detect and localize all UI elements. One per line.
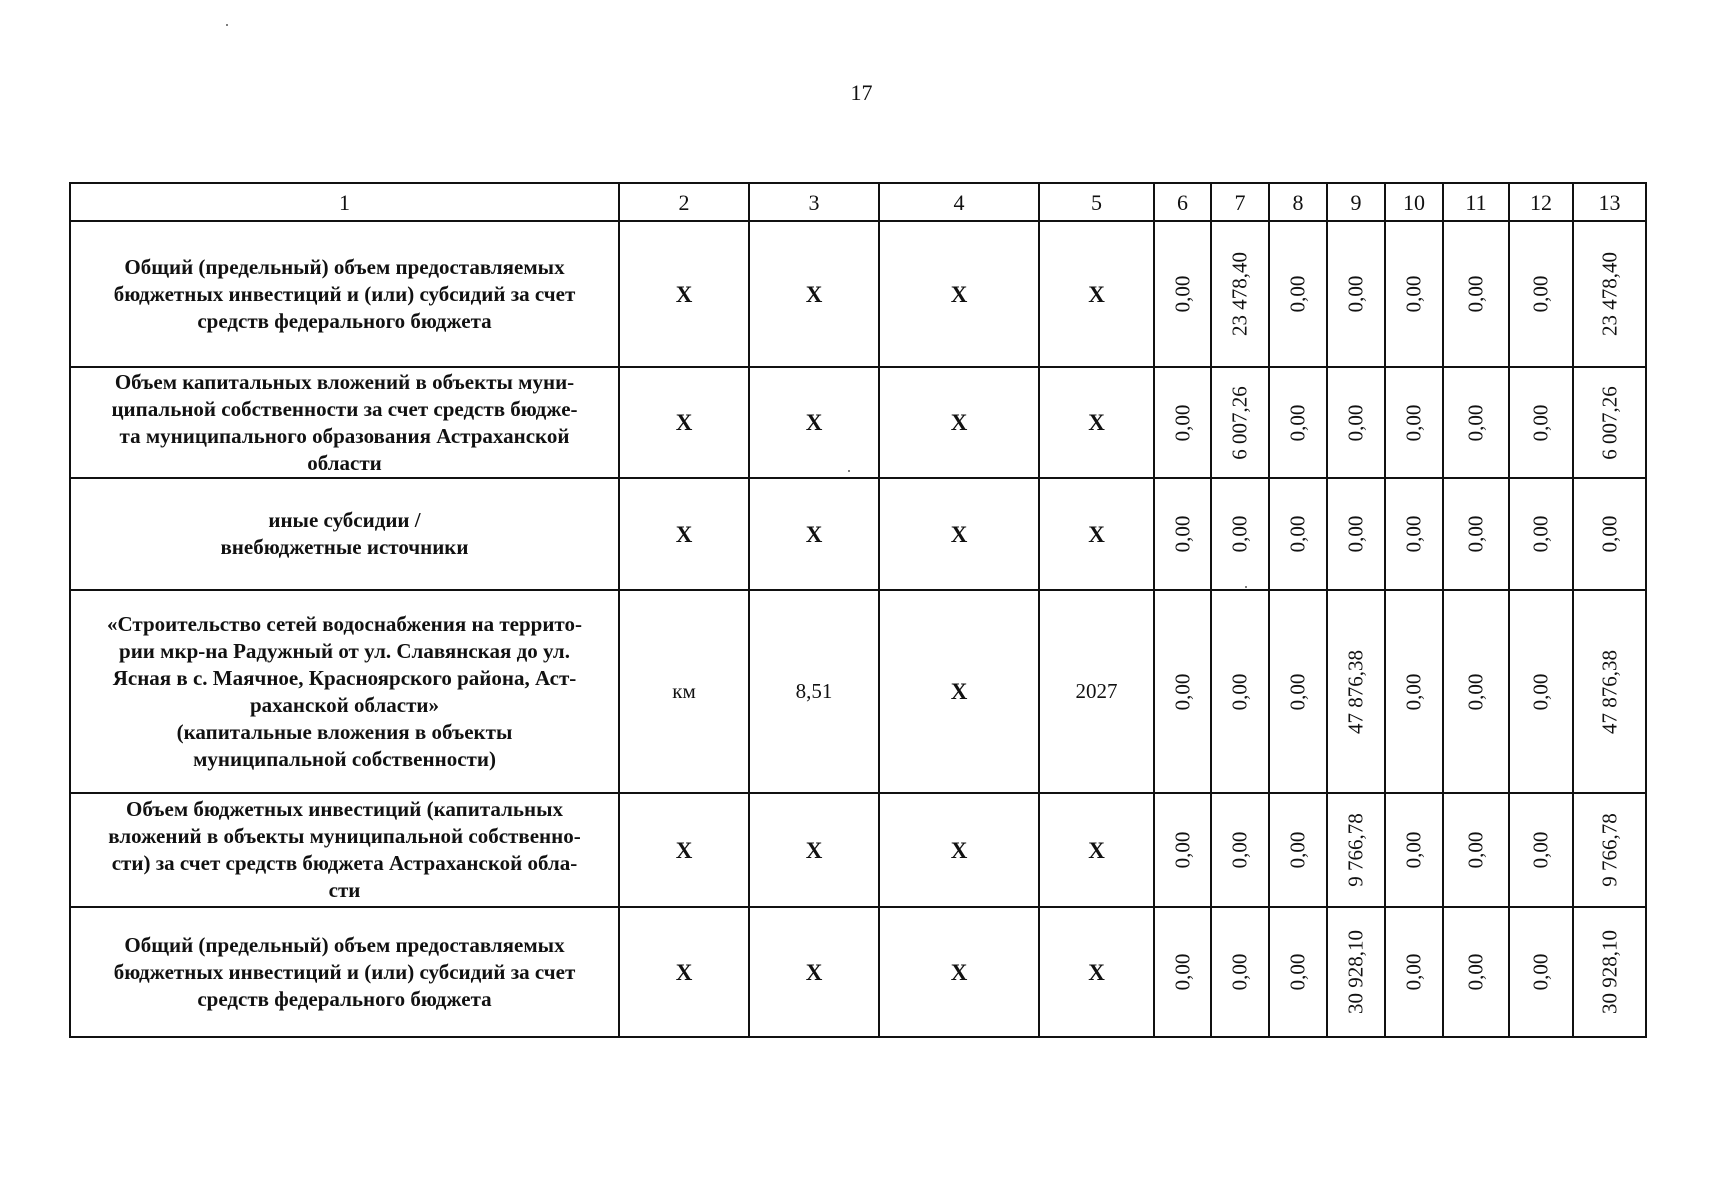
value-cell xyxy=(1327,793,1385,907)
value-cell xyxy=(1211,793,1269,907)
value-cell xyxy=(1385,221,1443,367)
cell-c4: X xyxy=(879,590,1039,793)
cell-c3: X xyxy=(749,367,879,478)
row-description xyxy=(70,221,619,367)
cell-c4: X xyxy=(879,478,1039,590)
row-description xyxy=(70,907,619,1037)
row-description xyxy=(70,478,619,590)
vertical-value: 0,00 xyxy=(1343,275,1368,313)
cell-c3: X xyxy=(749,793,879,907)
description-line: бюджетных инвестиций и (или) субсидий за счет xyxy=(113,281,576,306)
value-cell xyxy=(1509,590,1573,793)
value-cell xyxy=(1443,367,1509,478)
row-description xyxy=(70,793,619,907)
row-description xyxy=(70,590,619,793)
description-line: средств федерального бюджета xyxy=(197,986,492,1011)
cell-c2: X xyxy=(619,478,749,590)
cell-c5: X xyxy=(1039,793,1154,907)
value-cell xyxy=(1573,590,1646,793)
vertical-value: 0,00 xyxy=(1285,673,1310,710)
value-cell xyxy=(1154,907,1211,1037)
value-cell xyxy=(1509,478,1573,590)
vertical-value: 23 478,40 xyxy=(1227,252,1252,336)
vertical-value: 0,00 xyxy=(1285,831,1310,869)
vertical-value: 0,00 xyxy=(1528,515,1553,553)
description-line: рии мкр-на Радужный от ул. Славянская до ул. xyxy=(119,638,570,663)
vertical-value: 0,00 xyxy=(1528,404,1553,441)
description-line: Общий (предельный) объем предоставляемых xyxy=(124,932,565,957)
value-cell xyxy=(1509,221,1573,367)
cell-c4: X xyxy=(879,221,1039,367)
vertical-value: 0,00 xyxy=(1463,831,1488,869)
value-cell xyxy=(1154,478,1211,590)
cell-c4: X xyxy=(879,793,1039,907)
vertical-value: 0,00 xyxy=(1227,953,1252,991)
description-line: Общий (предельный) объем предоставляемых xyxy=(124,254,565,279)
value-cell xyxy=(1509,367,1573,478)
value-cell xyxy=(1211,221,1269,367)
vertical-value: 0,00 xyxy=(1170,673,1194,710)
description-line: вложений в объекты муниципальной собственно- xyxy=(108,824,581,848)
description-line: та муниципального образования Астраханской xyxy=(119,423,570,448)
description-line: муниципальной собственности) xyxy=(193,746,496,771)
vertical-value: 0,00 xyxy=(1170,831,1194,869)
vertical-value: 0,00 xyxy=(1401,404,1426,441)
vertical-value: 9 766,78 xyxy=(1343,813,1368,887)
value-cell xyxy=(1154,367,1211,478)
cell-c4: X xyxy=(879,907,1039,1037)
description-line: ципальной собственности за счет средств бюдже- xyxy=(111,396,578,421)
value-cell xyxy=(1269,367,1327,478)
value-cell xyxy=(1327,907,1385,1037)
value-cell xyxy=(1269,221,1327,367)
column-number-cell: 7 xyxy=(1211,183,1269,221)
column-number-cell: 9 xyxy=(1327,183,1385,221)
vertical-value: 30 928,10 xyxy=(1343,930,1368,1014)
value-cell xyxy=(1154,590,1211,793)
cell-c2: X xyxy=(619,367,749,478)
value-cell xyxy=(1573,907,1646,1037)
value-cell xyxy=(1269,793,1327,907)
description-line: средств федерального бюджета xyxy=(197,308,492,333)
value-cell xyxy=(1443,478,1509,590)
table-row xyxy=(70,221,1646,367)
value-cell xyxy=(1509,793,1573,907)
value-cell xyxy=(1269,907,1327,1037)
cell-c2: X xyxy=(619,793,749,907)
value-cell xyxy=(1327,478,1385,590)
table-body xyxy=(70,183,1646,1037)
vertical-value: 0,00 xyxy=(1528,953,1553,991)
value-cell xyxy=(1573,221,1646,367)
description-line: бюджетных инвестиций и (или) субсидий за счет xyxy=(113,959,576,984)
value-cell xyxy=(1573,478,1646,590)
vertical-value: 9 766,78 xyxy=(1597,813,1621,887)
cell-c2: X xyxy=(619,907,749,1037)
vertical-value: 0,00 xyxy=(1463,673,1488,710)
vertical-value: 30 928,10 xyxy=(1597,930,1621,1014)
description-line: области xyxy=(307,450,382,475)
value-cell xyxy=(1509,907,1573,1037)
vertical-value: 0,00 xyxy=(1463,404,1488,441)
vertical-value: 0,00 xyxy=(1343,404,1368,441)
column-number-cell: 2 xyxy=(619,183,749,221)
value-cell xyxy=(1211,907,1269,1037)
value-cell xyxy=(1385,907,1443,1037)
value-cell xyxy=(1573,367,1646,478)
vertical-value: 0,00 xyxy=(1285,515,1310,553)
cell-c2: км xyxy=(619,590,749,793)
value-cell xyxy=(1327,221,1385,367)
description-line: иные субсидии / xyxy=(268,508,421,532)
scan-speck xyxy=(226,24,228,26)
value-cell xyxy=(1211,478,1269,590)
vertical-value: 0,00 xyxy=(1285,404,1310,441)
description-line: Объем капитальных вложений в объекты муни- xyxy=(114,369,575,394)
value-cell xyxy=(1385,367,1443,478)
vertical-value: 0,00 xyxy=(1401,831,1426,869)
column-number-cell: 6 xyxy=(1154,183,1211,221)
cell-c3: 8,51 xyxy=(749,590,879,793)
value-cell xyxy=(1385,793,1443,907)
vertical-value: 6 007,26 xyxy=(1227,385,1252,460)
description-line: раханской области» xyxy=(250,692,439,717)
vertical-value: 6 007,26 xyxy=(1597,385,1621,460)
column-number-row xyxy=(70,183,1646,221)
value-cell xyxy=(1443,793,1509,907)
cell-c4: X xyxy=(879,367,1039,478)
vertical-value: 0,00 xyxy=(1528,275,1553,313)
value-cell xyxy=(1327,590,1385,793)
vertical-value: 0,00 xyxy=(1463,515,1488,553)
cell-c5: X xyxy=(1039,478,1154,590)
column-number-cell: 10 xyxy=(1385,183,1443,221)
value-cell xyxy=(1327,367,1385,478)
cell-c5: X xyxy=(1039,907,1154,1037)
cell-c5: X xyxy=(1039,367,1154,478)
column-number-cell: 5 xyxy=(1039,183,1154,221)
column-number-cell: 4 xyxy=(879,183,1039,221)
row-description xyxy=(70,367,619,478)
vertical-value: 0,00 xyxy=(1227,515,1252,553)
value-cell xyxy=(1154,221,1211,367)
vertical-value: 0,00 xyxy=(1227,831,1252,869)
cell-c5: X xyxy=(1039,221,1154,367)
cell-c2: X xyxy=(619,221,749,367)
value-cell xyxy=(1573,793,1646,907)
vertical-value: 0,00 xyxy=(1170,275,1194,313)
value-cell xyxy=(1443,907,1509,1037)
vertical-value: 47 876,38 xyxy=(1343,649,1368,734)
vertical-value: 0,00 xyxy=(1227,673,1252,710)
description-line: внебюджетные источники xyxy=(220,535,469,559)
column-number-cell: 13 xyxy=(1573,183,1646,221)
vertical-value: 0,00 xyxy=(1285,953,1310,991)
column-number-cell: 1 xyxy=(70,183,619,221)
value-cell xyxy=(1385,590,1443,793)
table-row xyxy=(70,793,1646,907)
cell-c3: X xyxy=(749,221,879,367)
vertical-value: 0,00 xyxy=(1170,515,1194,553)
value-cell xyxy=(1211,367,1269,478)
description-line: Объем бюджетных инвестиций (капитальных xyxy=(126,797,563,821)
vertical-value: 0,00 xyxy=(1401,673,1426,710)
vertical-value: 23 478,40 xyxy=(1597,252,1621,336)
vertical-value: 0,00 xyxy=(1170,953,1194,991)
description-line: Ясная в с. Маячное, Красноярского района, Аст- xyxy=(112,665,577,690)
description-line: сти) за счет средств бюджета Астраханской обла- xyxy=(111,851,578,875)
column-number-cell: 3 xyxy=(749,183,879,221)
value-cell xyxy=(1443,590,1509,793)
vertical-value: 0,00 xyxy=(1343,515,1368,553)
description-line: сти xyxy=(328,878,361,902)
table-row xyxy=(70,590,1646,793)
column-number-cell: 8 xyxy=(1269,183,1327,221)
cell-c3: X xyxy=(749,478,879,590)
budget-table xyxy=(69,182,1647,1038)
value-cell xyxy=(1269,478,1327,590)
value-cell xyxy=(1154,793,1211,907)
vertical-value: 0,00 xyxy=(1401,275,1426,313)
vertical-value: 0,00 xyxy=(1285,275,1310,313)
vertical-value: 0,00 xyxy=(1528,831,1553,869)
value-cell xyxy=(1443,221,1509,367)
vertical-value: 0,00 xyxy=(1401,515,1426,553)
cell-c3: X xyxy=(749,907,879,1037)
value-cell xyxy=(1269,590,1327,793)
page-number: 17 xyxy=(850,80,873,105)
vertical-value: 0,00 xyxy=(1401,953,1426,991)
vertical-value: 0,00 xyxy=(1170,404,1194,441)
table-row xyxy=(70,907,1646,1037)
vertical-value: 0,00 xyxy=(1463,953,1488,991)
table-row xyxy=(70,367,1646,478)
vertical-value: 0,00 xyxy=(1597,515,1621,553)
vertical-value: 0,00 xyxy=(1463,275,1488,313)
table-row xyxy=(70,478,1646,590)
vertical-value: 47 876,38 xyxy=(1597,649,1621,734)
column-number-cell: 12 xyxy=(1509,183,1573,221)
description-line: «Строительство сетей водоснабжения на террито- xyxy=(107,611,582,636)
column-number-cell: 11 xyxy=(1443,183,1509,221)
value-cell xyxy=(1385,478,1443,590)
description-line: (капитальные вложения в объекты xyxy=(176,719,513,744)
value-cell xyxy=(1211,590,1269,793)
vertical-value: 0,00 xyxy=(1528,673,1553,710)
cell-c5: 2027 xyxy=(1039,590,1154,793)
